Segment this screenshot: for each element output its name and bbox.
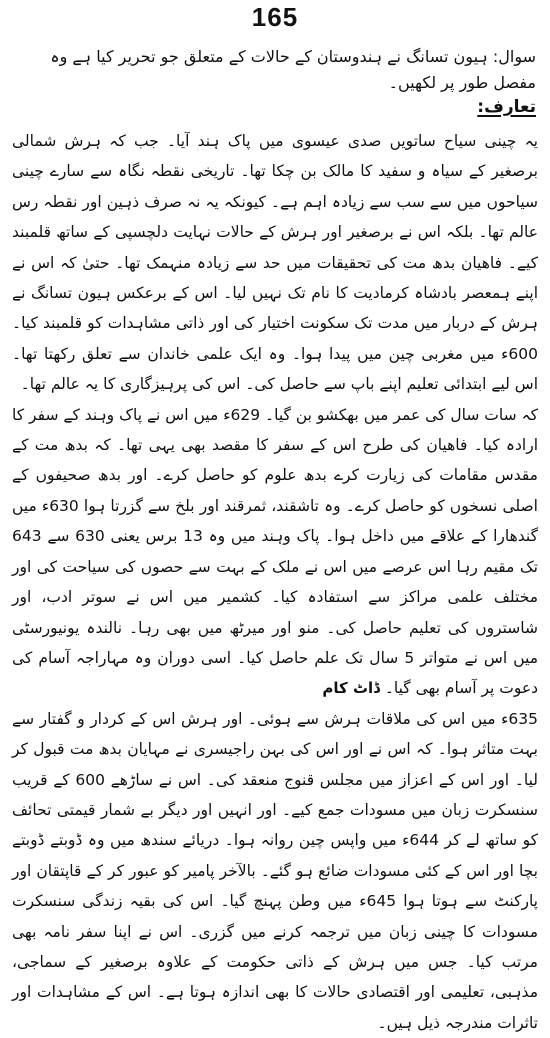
page-number: 165 xyxy=(251,2,299,32)
introduction-heading xyxy=(10,96,540,118)
introduction-heading-label: تعارف: xyxy=(477,97,536,117)
document-content xyxy=(10,44,540,1038)
question-text: سوال: ہیون تسانگ نے ہندوستان کے حالات کے متعلق جو تحریر کیا ہے وہ مفصل طور پر لکھیں۔ xyxy=(50,47,536,92)
paragraph: یہ چینی سیاح ساتویں صدی عیسوی میں پاک ہند آیا۔ جب کہ ہرش شمالی برصغیر کے سیاہ و سفید کا مالک بن چکا تھا۔ تاریخی نقطہ نگاہ سے سارے چینی سیاحوں میں سے سب سے زیادہ اہم ہے۔ کیونکہ یہ نہ صرف ذہین اور نقطہ رس عالم تھا۔ بلکہ اس نے برصغیر اور ہرش کے حالات نہایت دلچسپی کے ساتھ قلمبند کیے۔ فاھیان بدھ مت کی تحقیقات میں حد سے زیادہ منہمک تھا۔ حتیٰ کہ اس نے اپنے ہمعصر بادشاہ کرمادیت کا نام تک نہیں لیا۔ اس کے برعکس ہیون تسانگ نے ہرش کے دربار میں مدت تک سکونت اختیار کی اور ذاتی مشاہدات کو قلمبند کیا۔ 600ء میں مغربی چین میں پیدا ہوا۔ وہ ایک علمی خاندان سے تعلق رکھتا تھا۔ اس لیے ابتدائی تعلیم اپنے باپ سے حاصل کی۔ اس کی پرہیزگاری کا یہ عالم تھا۔ xyxy=(12,132,538,394)
paragraph-text: کہ سات سال کی عمر میں بھکشو بن گیا۔ 629ء میں اس نے پاک وہند کے سفر کا ارادہ کیا۔ فاھیان کی طرح اس کے سفر کا مقصد بھی یہی تھا۔ کہ بدھ مت کے مقدس مقامات کی زیارت کرے بدھ علوم کو حاصل کرے۔ اور بدھ صحیفوں کے اصلی نسخوں کو حاصل کرے۔ وہ تاشقند، ثمرقند اور بلخ سے گزرتا ہوا 630ء میں گندھارا کے علاقے میں داخل ہوا۔ پاک وہند میں وہ 13 برس یعنی 630 سے 643 تک مقیم رہا اس عرصے میں اس نے ملک کے بہت سے حصوں کی سیاحت کی اور مختلف علمی مراکز سے استفادہ کیا۔ کشمیر میں اس نے سوتر ادب، اور شاستروں کی تعلیم حاصل کی۔ منو اور میرٹھ میں بھی رہا۔ نالندہ یونیورسٹی میں اس نے متواتر 5 سال تک علم حاصل کیا۔ اسی دوران وہ مہاراجہ آسام کی دعوت پر آسام بھی گیا۔ xyxy=(12,405,539,698)
watermark: ڈاٹ کام xyxy=(322,679,380,698)
paragraph xyxy=(12,400,538,704)
paragraph: 635ء میں اس کی ملاقات ہرش سے ہوئی۔ اور ہرش اس کے کردار و گفتار سے بہت متاثر ہوا۔ کہ اس نے اور اس کی بہن راجیسری نے مہایان بدھ مت قبول کر لیا۔ اور اس کے اعزاز میں مجلس قنوج منعقد کی۔ اس نے ساڑھے 600 کے قریب سنسکرت زبان میں مسودات جمع کیے۔ اور انہیں اور دیگر بے شمار قیمتی تحائف کو ساتھ لے کر 644ء میں واپس چین روانہ ہوا۔ دریائے سندھ میں وہ ڈوبتے ڈوبتے بچا اور اس کے کئی مسودات ضائع ہو گئے۔ بالآخر پامیر کو عبور کر کے قاپتقان اور پارکنٹ سے ہوتا ہوا 645ء میں وطن پہنچ گیا۔ اس کی بقیہ زندگی سنسکرت مسودات کا چینی زبان میں ترجمہ کرنے میں گزری۔ اس نے اپنا سفر نامہ بھی مرتب کیا۔ جس میں ہرش کے ذاتی حکومت کے علاوہ برصغیر کے سماجی، مذہبی، تعلیمی اور اقتصادی حالات کا بھی اندازہ ہوتا ہے۔ اس کے مشاہدات اور تاثرات مندرجہ ذیل ہیں۔ xyxy=(12,709,539,1032)
body-text xyxy=(10,126,540,1038)
